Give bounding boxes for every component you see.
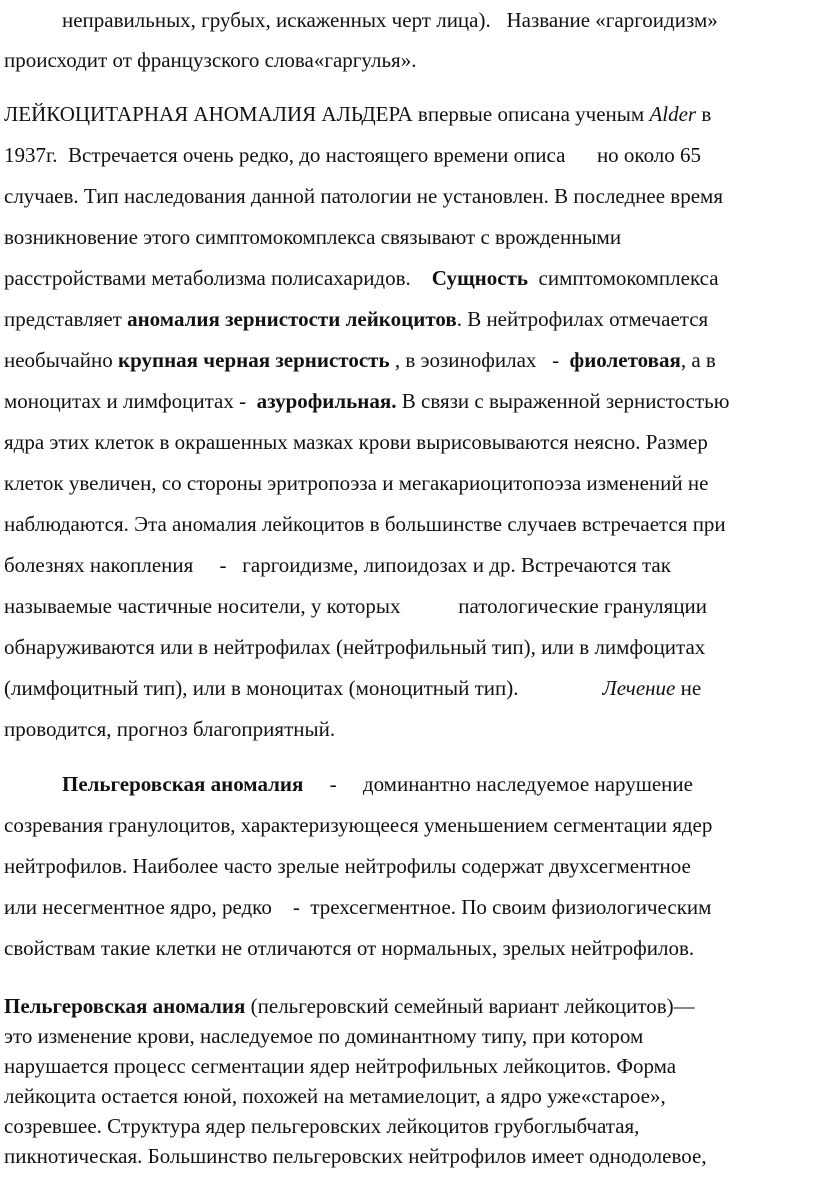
pelger1-line-1: Пельгеровская аномалия - доминантно наследуемое нарушение (62, 772, 693, 796)
intro-line-1: неправильных, грубых, искаженных черт лица). Название «гаргоидизм» (62, 8, 718, 32)
alder-line-8: моноцитах и лимфоцитах - азурофильная. В связи с выраженной зернистостью (4, 389, 730, 413)
pelger-term: Пельгеровская аномалия (62, 772, 304, 796)
violet-term: фиолетовая (569, 348, 681, 372)
pelger2-line-6: пикнотическая. Большинство пельгеровских нейтрофилов имеет однодолевое, (4, 1144, 707, 1168)
alder-line-4: возникновение этого симптомокомплекса связывают с врожденными (4, 225, 622, 249)
pelger1-line-2: созревания гранулоцитов, характеризующееся уменьшением сегментации ядер (4, 813, 713, 837)
pelger2-line-3: нарушается процесс сегментации ядер нейтрофильных лейкоцитов. Форма (4, 1054, 677, 1078)
pelger2-line-1: Пельгеровская аномалия (пельгеровский семейный вариант лейкоцитов)— (4, 994, 695, 1018)
alder-line-10: клеток увеличен, со стороны эритропоэза и мегакариоцитопоэза изменений не (4, 471, 709, 495)
pelger2-line-4: лейкоцита остается юной, похожей на метамиелоцит, а ядро уже«старое», (4, 1084, 666, 1108)
alder-line-14: обнаруживаются или в нейтрофилах (нейтрофильный тип), или в лимфоцитах (4, 635, 706, 659)
pelger1-line-4: или несегментное ядро, редко - трехсегментное. По своим физиологическим (4, 895, 712, 919)
black-granularity-term: крупная черная зернистость (117, 348, 390, 372)
alder-line-5: расстройствами метаболизма полисахаридов. Сущность симптомокомплекса (4, 266, 719, 290)
alder-line-13: называемые частичные носители, у которых патологические грануляции (4, 594, 708, 618)
alder-line-2: 1937г. Встречается очень редко, до настоящего времени описа но около 65 (4, 143, 702, 167)
alder-line-16: проводится, прогноз благоприятный. (4, 717, 336, 741)
pelger2-line-5: созревшее. Структура ядер пельгеровских лейкоцитов грубоглыбчатая, (4, 1114, 640, 1138)
pelger1-line-3: нейтрофилов. Наиболее часто зрелые нейтрофилы содержат двухсегментное (4, 854, 691, 878)
alder-line-1: ЛЕЙКОЦИТАРНАЯ АНОМАЛИЯ АЛЬДЕРА впервые описана ученым Alder в (4, 102, 712, 126)
treatment-term: Лечение (602, 676, 676, 700)
alder-line-12: болезнях накопления - гаргоидизме, липоидозах и др. Встречаются так (4, 553, 671, 577)
alder-line-15: (лимфоцитный тип), или в моноцитах (моноцитный тип). Лечение не (4, 676, 702, 700)
azurophilic-term: азурофильная. (256, 389, 397, 413)
alder-line-3: случаев. Тип наследования данной патологии не установлен. В последнее время (4, 184, 723, 208)
alder-line-6: представляет аномалия зернистости лейкоцитов. В нейтрофилах отмечается (4, 307, 709, 331)
granularity-anomaly-term: аномалия зернистости лейкоцитов (127, 307, 457, 331)
essence-term: Сущность (431, 266, 529, 290)
intro-line-2: происходит от французского слова«гаргулья». (4, 48, 417, 72)
pelger-term-2: Пельгеровская аномалия (4, 994, 246, 1018)
pelger2-line-2: это изменение крови, наследуемое по доминантному типу, при котором (4, 1024, 644, 1048)
pelger1-line-5: свойствам такие клетки не отличаются от нормальных, зрелых нейтрофилов. (4, 936, 695, 960)
alder-line-7: необычайно крупная черная зернистость , в эозинофилах - фиолетовая, а в (4, 348, 716, 372)
alder-name: Alder (649, 102, 697, 126)
alder-line-11: наблюдаются. Эта аномалия лейкоцитов в большинстве случаев встречается при (4, 512, 726, 536)
alder-line-9: ядра этих клеток в окрашенных мазках крови вырисовываются неясно. Размер (4, 430, 708, 454)
